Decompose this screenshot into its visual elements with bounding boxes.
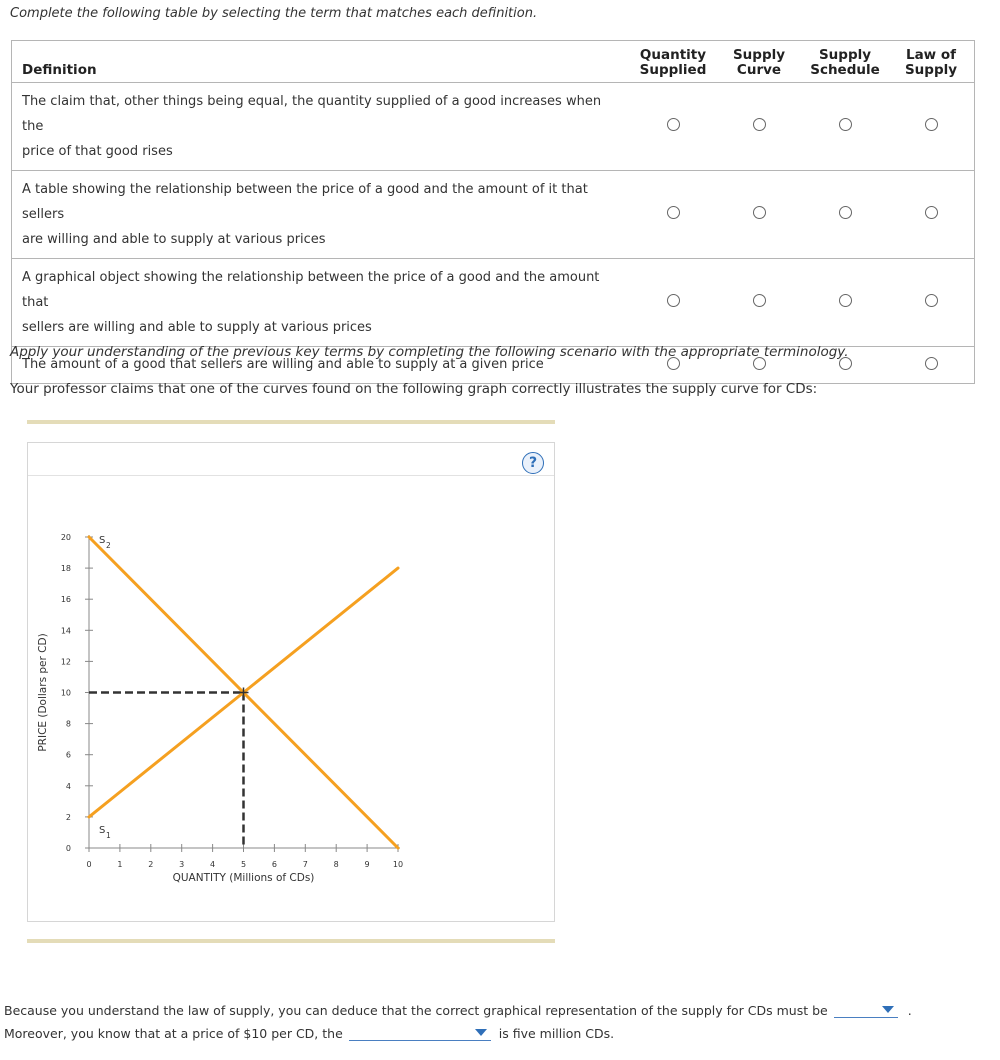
x-tick-label: 9 <box>364 860 370 869</box>
radio-row2-quantity-supplied[interactable] <box>667 206 680 219</box>
definition-cell: The amount of a good that sellers are willing and able to supply at a given price <box>12 347 631 384</box>
dropdown-caret-icon <box>475 1029 487 1036</box>
radio-row3-supply-curve[interactable] <box>753 294 766 307</box>
y-tick-label: 2 <box>65 812 71 822</box>
graph-bottom-divider <box>27 939 555 943</box>
col-header-supply-curve: Supply Curve <box>716 41 802 83</box>
col-header-law-of-supply: Law of Supply <box>888 41 975 83</box>
series-label-s2: S <box>99 535 106 546</box>
x-axis-label: QUANTITY (Millions of CDs) <box>172 872 315 884</box>
radio-row1-supply-curve[interactable] <box>753 118 766 131</box>
radio-row1-quantity-supplied[interactable] <box>667 118 680 131</box>
y-tick-label: 8 <box>65 719 71 729</box>
sentence-2: Moreover, you know that at a price of $10 per CD, the is five million CDs. <box>4 1026 615 1041</box>
apply-instruction: Apply your understanding of the previous key terms by completing the following scenario with the appropriate terminology. <box>10 344 849 360</box>
term-choice-dropdown[interactable] <box>349 1024 491 1041</box>
x-tick-label: 5 <box>240 860 247 869</box>
table-row <box>12 83 975 171</box>
x-tick-label: 8 <box>333 860 339 869</box>
col-header-supply-schedule: Supply Schedule <box>802 41 888 83</box>
table-row <box>12 171 975 259</box>
radio-row3-law-of-supply[interactable] <box>925 294 938 307</box>
y-tick-label: 20 <box>60 533 71 542</box>
x-tick-label: 2 <box>148 860 154 869</box>
instruction-text: Complete the following table by selecting the term that matches each definition. <box>10 6 538 21</box>
definition-header: Definition <box>12 41 631 83</box>
radio-row3-quantity-supplied[interactable] <box>667 294 680 307</box>
x-tick-label: 3 <box>179 860 185 869</box>
y-tick-label: 0 <box>65 844 71 853</box>
x-tick-label: 0 <box>86 860 92 869</box>
x-tick-label: 7 <box>302 860 308 869</box>
dropdown-caret-icon <box>882 1006 894 1013</box>
scenario-text: Your professor claims that one of the curves found on the following graph correctly illustrates the supply curve for CDs: <box>10 381 818 397</box>
supply-chart <box>28 443 554 921</box>
y-tick-label: 14 <box>60 626 71 636</box>
definition-cell: A table showing the relationship between the price of a good and the amount of it that sellers are willing and able to supply at various prices <box>12 171 631 259</box>
y-tick-label: 16 <box>60 595 71 605</box>
y-axis-label: PRICE (Dollars per CD) <box>37 633 49 752</box>
definition-cell: A graphical object showing the relationship between the price of a good and the amount that sellers are willing and able to supply at various prices <box>12 259 631 347</box>
col-header-quantity-supplied: Quantity Supplied <box>630 41 716 83</box>
definition-match-table <box>11 40 975 384</box>
radio-row3-supply-schedule[interactable] <box>839 294 852 307</box>
series-subscript-s1: 1 <box>106 830 111 840</box>
radio-row1-supply-schedule[interactable] <box>839 118 852 131</box>
x-tick-label: 10 <box>392 860 404 869</box>
x-tick-label: 4 <box>210 860 216 869</box>
sentence-1: Because you understand the law of supply, you can deduce that the correct graphical representation of the supply for CDs must be . <box>4 1003 912 1018</box>
x-tick-label: 1 <box>117 860 123 869</box>
table-header-row <box>12 41 975 83</box>
radio-row4-law-of-supply[interactable] <box>925 357 938 370</box>
y-tick-label: 18 <box>60 564 71 574</box>
y-tick-label: 4 <box>65 781 71 791</box>
graph-panel <box>27 442 555 922</box>
table-row <box>12 259 975 347</box>
radio-row2-law-of-supply[interactable] <box>925 206 938 219</box>
series-subscript-s2: 2 <box>106 541 111 550</box>
graph-top-divider <box>27 420 555 424</box>
series-label-s1: S <box>99 824 106 836</box>
curve-choice-dropdown[interactable] <box>834 1001 898 1018</box>
y-tick-label: 12 <box>60 657 71 667</box>
definition-cell: The claim that, other things being equal, the quantity supplied of a good increases when the price of that good rises <box>12 83 631 171</box>
radio-row2-supply-curve[interactable] <box>753 206 766 219</box>
x-tick-label: 6 <box>271 860 277 869</box>
help-icon[interactable]: ? <box>522 452 544 474</box>
radio-row1-law-of-supply[interactable] <box>925 118 938 131</box>
y-tick-label: 6 <box>65 750 71 760</box>
radio-row2-supply-schedule[interactable] <box>839 206 852 219</box>
y-tick-label: 10 <box>60 688 71 698</box>
